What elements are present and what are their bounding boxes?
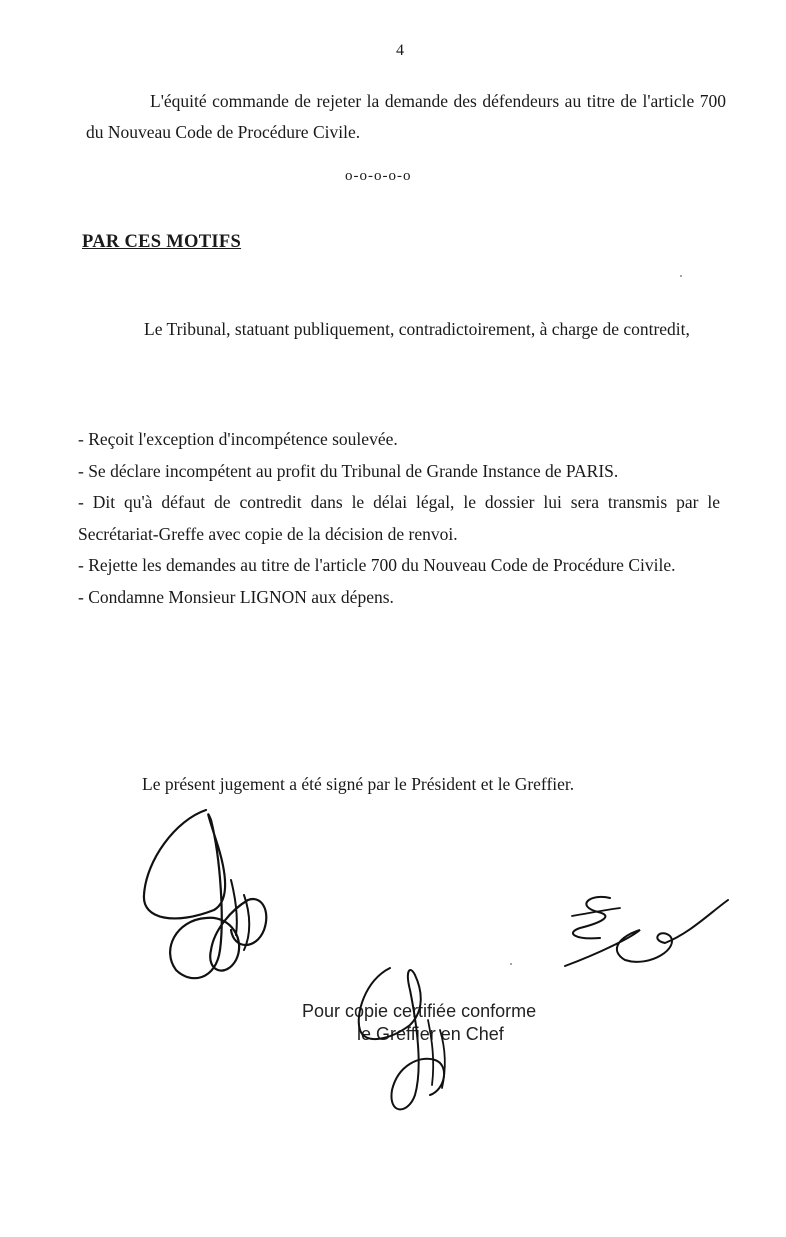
stamp-line-2: le Greffier en Chef (357, 1024, 504, 1044)
decision-item: - Rejette les demandes au titre de l'article 700 du Nouveau Code de Procédure Civile. (78, 555, 676, 575)
decision-item: - Se déclare incompétent au profit du Tribunal de Grande Instance de PARIS. (78, 460, 619, 481)
chief-clerk-signature (350, 960, 500, 1120)
scan-speck (680, 275, 682, 277)
decision-item: - Condamne Monsieur LIGNON aux dépens. (78, 586, 394, 607)
decision-item: - Reçoit l'exception d'incompétence soulevée. (78, 429, 398, 449)
separator: o-o-o-o-o (345, 168, 412, 184)
president-signature (136, 800, 296, 990)
page-number: 4 (396, 42, 404, 59)
decision-item: - Dit qu'à défaut de contredit dans le délai légal, le dossier lui sera transmis par le Secrétariat-Greffe avec copie de la décision de renvoi. (78, 492, 720, 544)
section-title: PAR CES MOTIFS (82, 232, 242, 252)
paragraph-equity (86, 86, 726, 148)
paragraph-equity-text: L'équité commande de rejeter la demande des défendeurs au titre de l'article 700 du Nouveau Code de Procédure Civile. (86, 91, 726, 142)
paragraph-tribunal (80, 314, 722, 345)
paragraph-tribunal-text: Le Tribunal, statuant publiquement, contradictoirement, à charge de contredit, (144, 319, 690, 339)
greffier-signature (560, 888, 730, 978)
decisions-list (78, 424, 720, 613)
scan-speck (510, 963, 512, 965)
closing-statement: Le présent jugement a été signé par le Président et le Greffier. (142, 774, 575, 794)
stamp-line-1: Pour copie certifiée conforme (302, 1001, 537, 1021)
